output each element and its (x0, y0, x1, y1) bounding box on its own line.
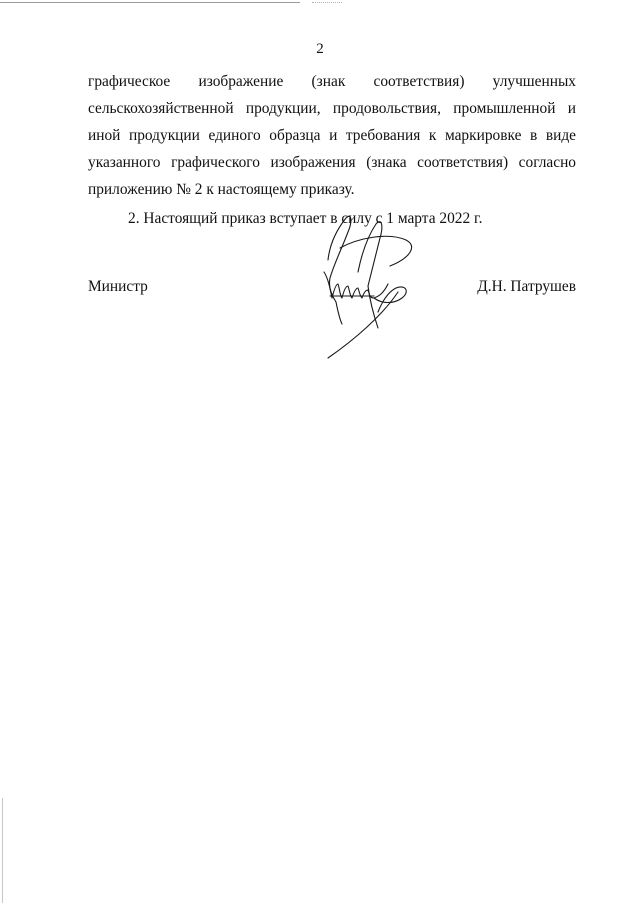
document-body (88, 68, 576, 232)
handwritten-signature-icon (318, 212, 418, 362)
paragraph-2: 2. Настоящий приказ вступает в силу с 1 марта 2022 г. (128, 210, 483, 227)
scan-edge-mark (2, 798, 3, 903)
signatory-name: Д.Н. Патрушев (477, 278, 576, 295)
top-edge-dash (312, 2, 342, 3)
page-number: 2 (316, 41, 324, 57)
paragraph-1: графическое изображение (знак соответствия) улучшенных сельскохозяйственной продукции, продовольствия, промышленной и иной продукции единого образца и требования к маркировке в виде указанного графического изображения (знака соответствия) согласно приложению № 2 к настоящему приказу. (88, 73, 576, 198)
top-edge-rule (0, 2, 300, 3)
signatory-title: Министр (88, 278, 148, 295)
